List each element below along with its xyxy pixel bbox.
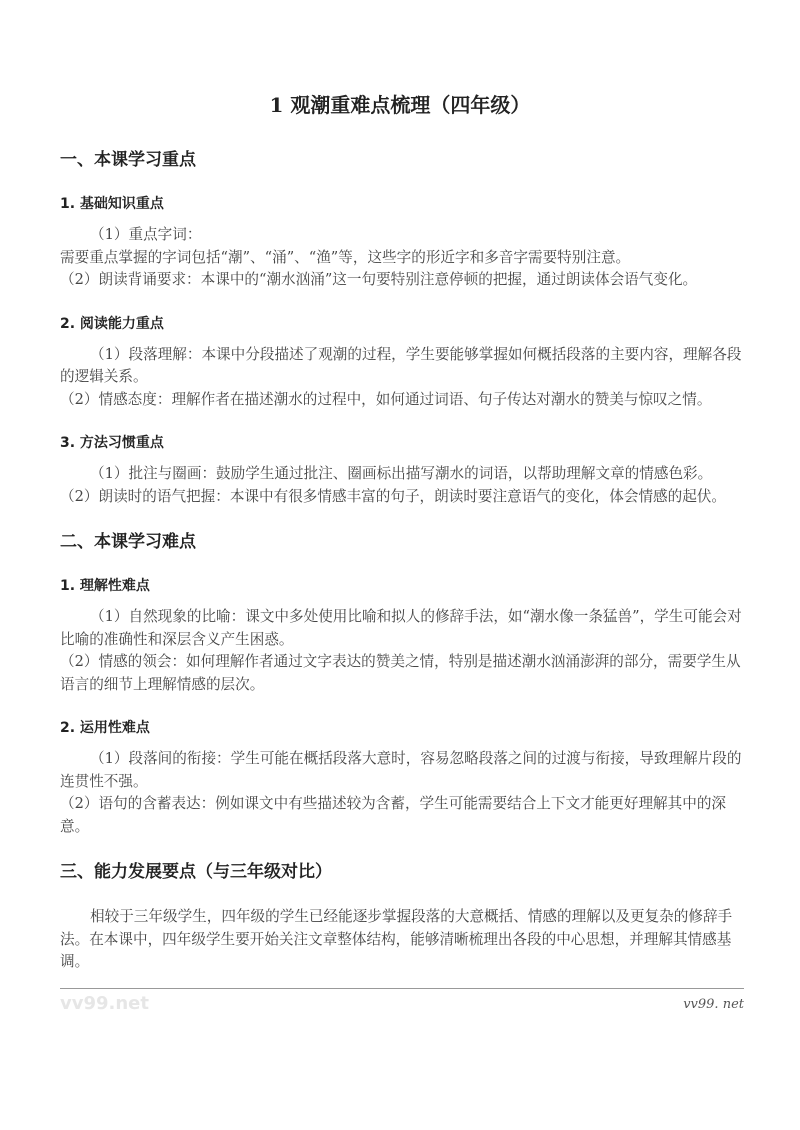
subsection-heading: 2. 阅读能力重点 (60, 315, 164, 332)
footer-site: vv99. net (683, 996, 744, 1012)
subsection-heading: 1. 基础知识重点 (60, 196, 164, 212)
paragraph: （2）情感态度：理解作者在描述潮水的过程中，如何通过词语、句子传达对潮水的赞美与惊叹之情。 (60, 390, 712, 408)
footer (60, 989, 744, 1019)
watermark: vv99.net (60, 992, 149, 1014)
paragraph: （1）段落间的衔接：学生可能在概括段落大意时，容易忽略段落之间的过渡与衔接，导致理解片段的连贯性不强。 (60, 750, 742, 790)
subsection-heading: 2. 运用性难点 (60, 720, 150, 736)
paragraph: （1）自然现象的比喻：课文中多处使用比喻和拟人的修辞手法，如“潮水像一条猛兽”，学生可能会对比喻的准确性和深层含义产生困惑。 (60, 608, 742, 648)
section-heading: 一、本课学习重点 (60, 150, 196, 170)
subsection-heading: 3. 方法习惯重点 (60, 435, 164, 451)
subsection-heading: 1. 理解性难点 (60, 578, 150, 594)
paragraph: （1）段落理解：本课中分段描述了观潮的过程，学生要能够掌握如何概括段落的主要内容，理解各段的逻辑关系。 (60, 345, 742, 385)
paragraph: 相较于三年级学生，四年级的学生已经能逐步掌握段落的大意概括、情感的理解以及更复杂的修辞手法。在本课中，四年级学生要开始关注文章整体结构，能够清晰梳理出各段的中心思想，并理解其情感基调。 (60, 908, 733, 970)
paragraph: （2）朗读时的语气把握：本课中有很多情感丰富的句子，朗读时要注意语气的变化，体会情感的起伏。 (60, 487, 727, 505)
section-heading: 三、能力发展要点（与三年级对比） (60, 862, 332, 882)
page-title: 1 观潮重难点梳理（四年级） (269, 93, 531, 117)
section-heading: 二、本课学习难点 (60, 532, 196, 552)
paragraph: （2）情感的领会：如何理解作者通过文字表达的赞美之情，特别是描述潮水汹涌澎湃的部分，需要学生从语言的细节上理解情感的层次。 (60, 653, 741, 693)
paragraph: （1）批注与圈画：鼓励学生通过批注、圈画标出描写潮水的词语，以帮助理解文章的情感色彩。 (90, 465, 713, 482)
paragraph: 需要重点掌握的字词包括“潮”、“涌”、“渔”等，这些字的形近字和多音字需要特别注意。 (60, 248, 631, 266)
paragraph: （1）重点字词： (90, 226, 202, 243)
paragraph: （2）语句的含蓄表达：例如课文中有些描述较为含蓄，学生可能需要结合上下文才能更好理解其中的深意。 (60, 795, 727, 835)
paragraph: （2）朗读背诵要求：本课中的“潮水汹涌”这一句要特别注意停顿的把握，通过朗读体会语气变化。 (60, 271, 698, 288)
